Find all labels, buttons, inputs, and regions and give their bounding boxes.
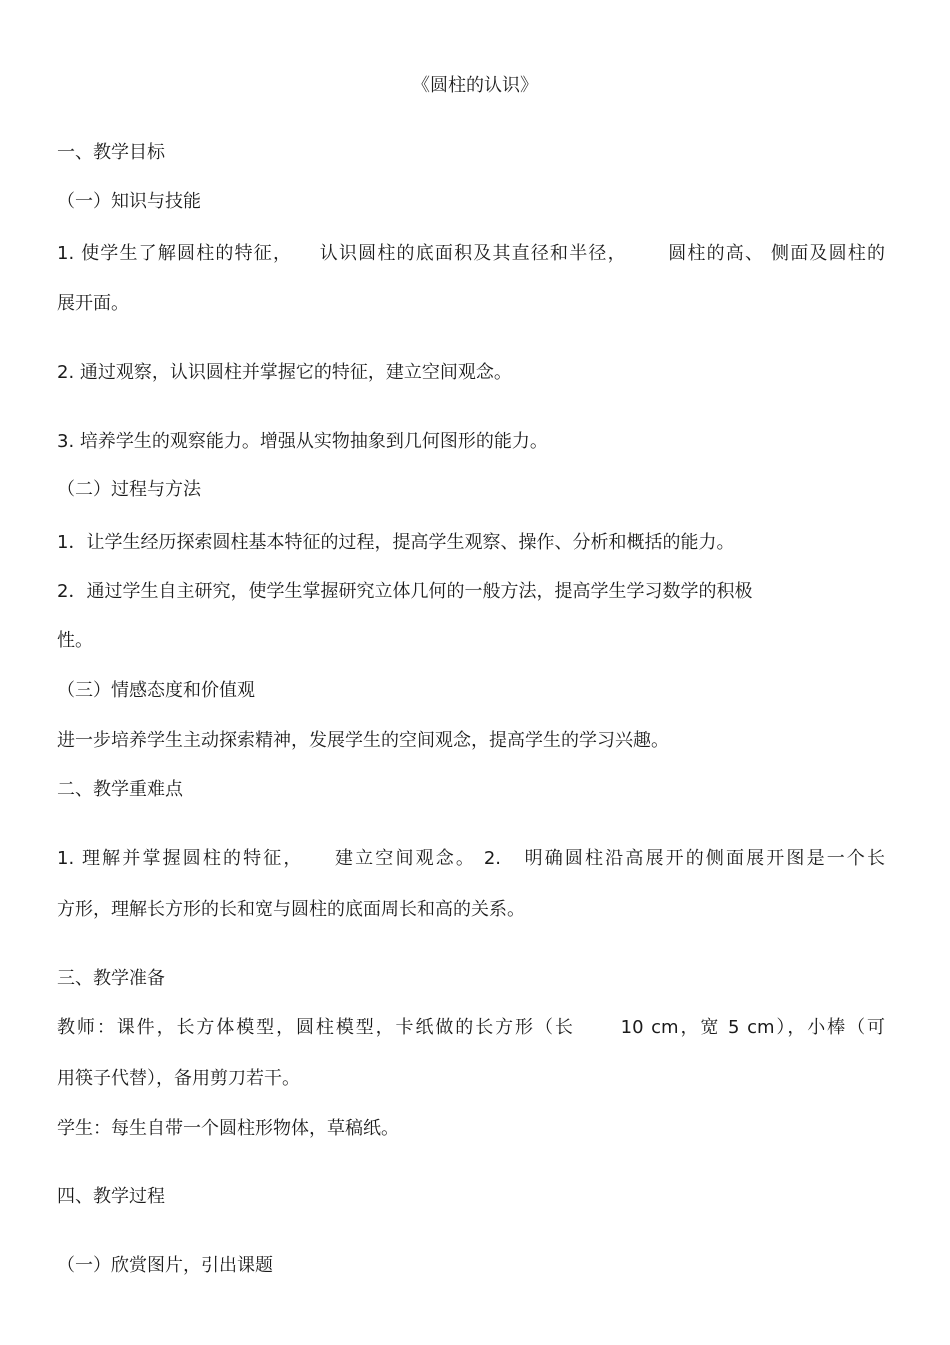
paragraph-line: 用筷子代替），备用剪刀若干。	[57, 1068, 300, 1089]
section-heading-objectives: 一、教学目标	[57, 142, 165, 163]
subsection-heading-attitude: （三）情感态度和价值观	[57, 680, 255, 701]
subsection-heading-process: （二）过程与方法	[57, 479, 201, 500]
paragraph-line: 1. 使学生了解圆柱的特征， 认识圆柱的底面积及其直径和半径， 圆柱的高、 侧面及圆柱的	[57, 243, 885, 264]
paragraph-line: 3. 培养学生的观察能力。增强从实物抽象到几何图形的能力。	[57, 431, 548, 452]
paragraph-line: 1. 理解并掌握圆柱的特征， 建立空间观念。 2. 明确圆柱沿高展开的侧面展开图是一个长	[57, 848, 885, 869]
section-heading-key-points: 二、教学重难点	[57, 779, 183, 800]
section-heading-process: 四、教学过程	[57, 1186, 165, 1207]
paragraph-line: 2．通过学生自主研究，使学生掌握研究立体几何的一般方法，提高学生学习数学的积极	[57, 581, 753, 602]
subsection-heading-intro: （一）欣赏图片，引出课题	[57, 1255, 273, 1276]
paragraph-line: 方形，理解长方形的长和宽与圆柱的底面周长和高的关系。	[57, 899, 525, 920]
paragraph-line: 1．让学生经历探索圆柱基本特征的过程，提高学生观察、操作、分析和概括的能力。	[57, 532, 735, 553]
paragraph-line: 展开面。	[57, 293, 129, 314]
paragraph-line: 进一步培养学生主动探索精神，发展学生的空间观念，提高学生的学习兴趣。	[57, 730, 669, 751]
subsection-heading-knowledge: （一）知识与技能	[57, 191, 201, 212]
section-heading-preparation: 三、教学准备	[57, 968, 165, 989]
paragraph-line: 学生：每生自带一个圆柱形物体，草稿纸。	[57, 1118, 399, 1139]
document-title: 《圆柱的认识》	[412, 75, 538, 96]
paragraph-line: 2. 通过观察，认识圆柱并掌握它的特征，建立空间观念。	[57, 362, 512, 383]
paragraph-line: 性。	[57, 630, 93, 651]
paragraph-line: 教师：课件，长方体模型，圆柱模型，卡纸做的长方形（长 10 cm，宽 5 cm），小棒（可	[57, 1017, 885, 1038]
